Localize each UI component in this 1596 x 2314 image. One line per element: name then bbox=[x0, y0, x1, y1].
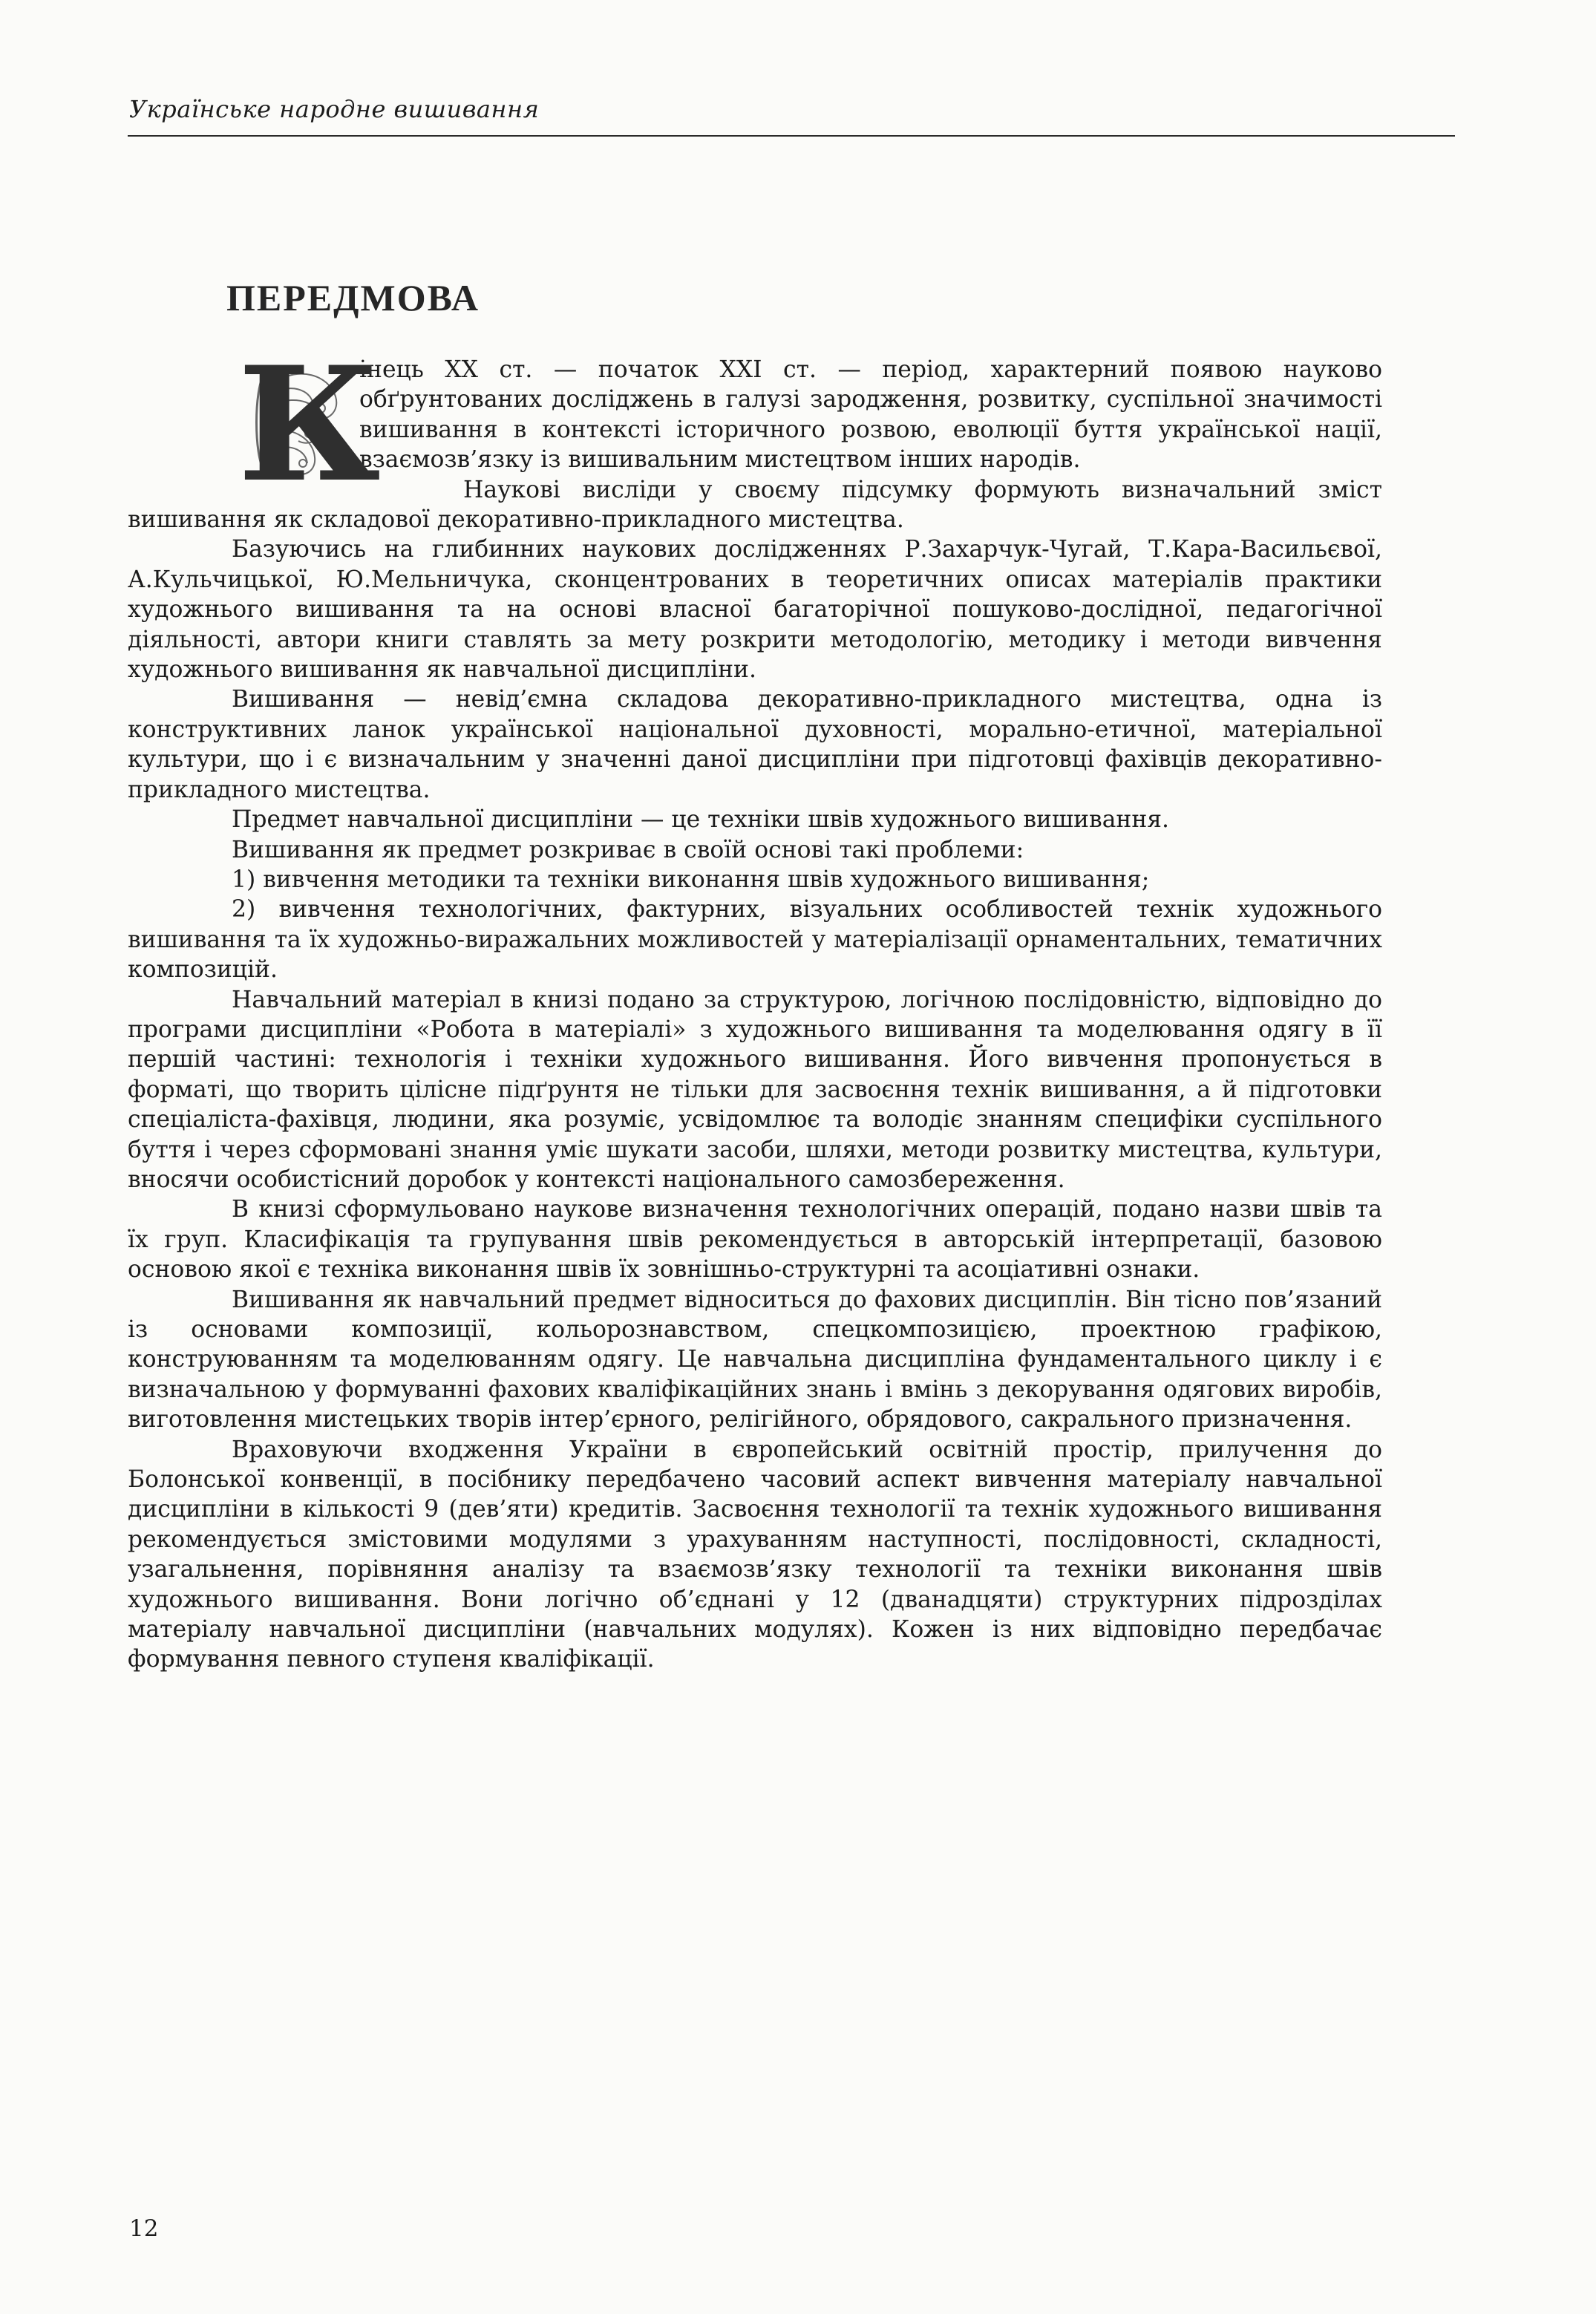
paragraph: Вишивання як предмет розкриває в своїй основі такі проблеми: bbox=[232, 836, 1024, 863]
chapter-title: ПЕРЕДМОВА bbox=[226, 277, 480, 318]
paragraph: Вишивання — невід’ємна складова декоративно-прикладного мистецтва, одна із конструктивних ланок української національної духовності, морально-етичної, матеріальної культури, що і є визначальним у значенні даної дисципліни при підготовці фахівців декоративно-прикладного мистецтва. bbox=[128, 686, 1382, 803]
drop-cap-letter: К bbox=[238, 332, 381, 517]
page-number: 12 bbox=[129, 2215, 159, 2242]
body-text bbox=[128, 332, 1382, 1675]
running-header bbox=[128, 92, 1455, 137]
paragraph: Враховуючи входження України в європейський освітній простір, прилучення до Болонської конвенції, в посібнику передбачено часовий аспект вивчення матеріалу навчальної дисципліни в кількості 9 (дев’яти) кредитів. Засвоєння технології та технік художнього вишивання рекомендується змістовими модулями з урахуванням наступності, послідовності, складності, узагальнення, порівняння аналізу та взаємозв’язку технології та техніки виконання швів художнього вишивання. Вони логічно об’єднані у 12 (дванадцяти) структурних підрозділах матеріалу навчальної дисципліни (навчальних модулях). Кожен із них відповідно передбачає формування певного ступеня кваліфікації. bbox=[128, 1436, 1382, 1673]
paragraph: Базуючись на глибинних наукових дослідженнях Р.Захарчук-Чугай, Т.Кара-Васильєвої, А.Кульчицької, Ю.Мельничука, сконцентрованих в теоретичних описах матеріалів практики художнього вишивання та на основі власної багаторічної пошуково-дослідної, педагогічної діяльності, автори книги ставлять за мету розкрити методологію, методику і методи вивчення художнього вишивання як навчальної дисципліни. bbox=[128, 536, 1382, 684]
paragraph: Наукові висліди у своєму підсумку формують визначальний зміст вишивання як складової декоративно-прикладного мистецтва. bbox=[128, 476, 1382, 534]
paragraph: В книзі сформульовано наукове визначення технологічних операцій, подано назви швів та їх груп. Класифікація та групування швів рекомендується в авторській інтерпретації, базовою основою якої є техніка виконання швів їх зовнішньо-структурні та асоціативні ознаки. bbox=[128, 1196, 1382, 1284]
running-header-title: Українське народне вишивання bbox=[129, 95, 540, 123]
list-item: 1) вивчення методики та техніки виконання швів художнього вишивання; bbox=[232, 866, 1150, 893]
drop-cap bbox=[232, 332, 381, 517]
paragraph: Вишивання як навчальний предмет відноситься до фахових дисциплін. Він тісно пов’язаний із основами композиції, кольорознавством, спецкомпозицією, проектною графікою, конструюванням та моделюванням одягу. Це навчальна дисципліна фундаментального циклу і є визначальною у формуванні фахових кваліфікаційних знань і вмінь з декорування одягових виробів, виготовлення мистецьких творів інтер’єрного, релігійного, обрядового, сакрального призначення. bbox=[128, 1286, 1382, 1434]
list-item: 2) вивчення технологічних, фактурних, візуальних особливостей технік художнього вишивання та їх художньо-виражальних можливостей у матеріалізації орнаментальних, тематичних композицій. bbox=[128, 896, 1382, 984]
paragraph: інець XX ст. — початок XXI ст. — період, характерний появою науково обґрунтованих досліджень в галузі зародження, розвитку, суспільної значимості вишивання в контексті історичного розвою, еволюції буття української нації, взаємозв’язку із вишивальним мистецтвом інших народів. bbox=[359, 356, 1382, 474]
paragraph: Предмет навчальної дисципліни — це техніки швів художнього вишивання. bbox=[232, 806, 1170, 834]
paragraph: Навчальний матеріал в книзі подано за структурою, логічною послідовністю, відповідно до програми дисципліни «Робота в матеріалі» з художнього вишивання та моделювання одягу в її першій частині: технологія і техніки художнього вишивання. Його вивчення пропонується в форматі, що творить цілісне підґрунтя не тільки для засвоєння технік вишивання, а й підготовки спеціаліста-фахівця, людини, яка розуміє, усвідомлює та володіє знанням специфіки суспільного буття і через сформовані знання уміє шукати засоби, шляхи, методи розвитку мистецтва, культури, вносячи особистісний доробок у контексті національного самозбереження. bbox=[128, 986, 1382, 1193]
